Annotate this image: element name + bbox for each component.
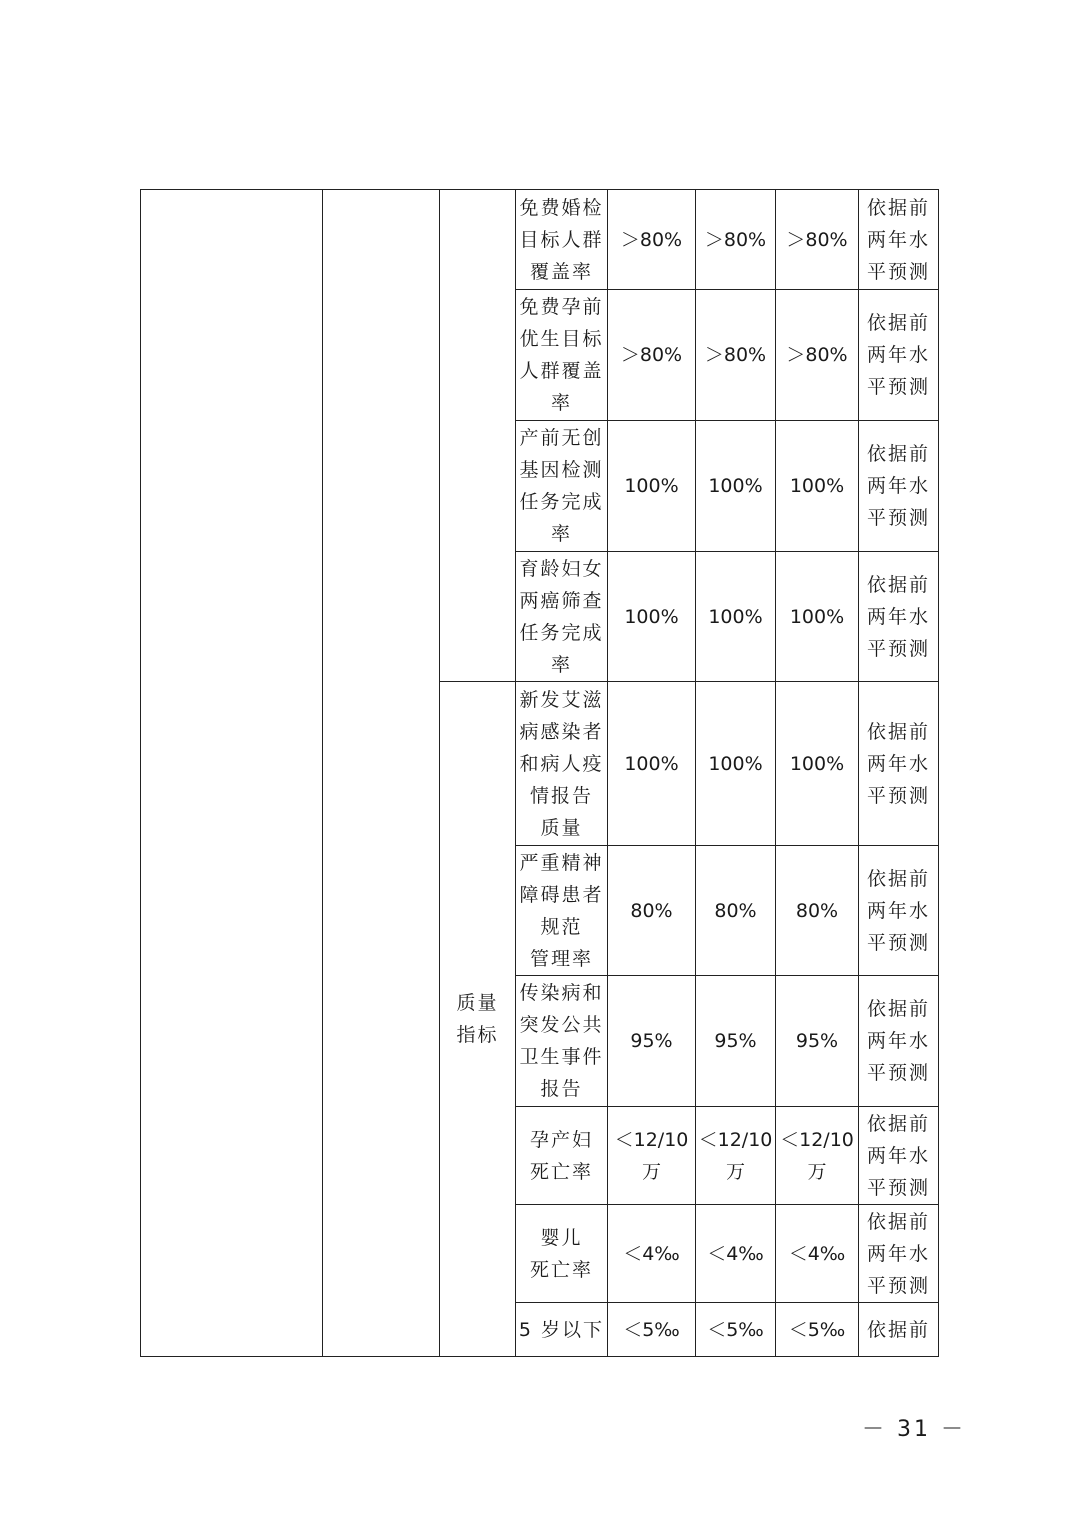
target-value-1: ＜5‰ [608,1303,696,1357]
indicator-name: 孕产妇 死亡率 [516,1107,608,1205]
basis-cell: 依据前 两年水 平预测 [859,1107,939,1205]
target-value-2: ＜5‰ [696,1303,776,1357]
target-value-3: ＞80% [776,290,859,421]
target-value-3: 95% [776,976,859,1107]
target-value-2: ＜12/10 万 [696,1107,776,1205]
target-value-3: ＜4‰ [776,1205,859,1303]
indicator-name: 育龄妇女 两癌筛查 任务完成 率 [516,552,608,682]
basis-cell: 依据前 两年水 平预测 [859,682,939,846]
basis-cell: 依据前 两年水 平预测 [859,290,939,421]
target-value-1: ＜12/10 万 [608,1107,696,1205]
target-value-1: ＜4‰ [608,1205,696,1303]
target-value-3: 100% [776,682,859,846]
target-value-3: 100% [776,552,859,682]
basis-cell: 依据前 两年水 平预测 [859,976,939,1107]
target-value-2: ＞80% [696,290,776,421]
blank-cell-col2 [323,190,440,1357]
basis-cell: 依据前 两年水 平预测 [859,190,939,290]
target-value-3: ＜5‰ [776,1303,859,1357]
target-value-2: 100% [696,552,776,682]
indicator-name: 严重精神 障碍患者 规范 管理率 [516,846,608,976]
indicator-table [140,189,939,1357]
basis-cell: 依据前 两年水 平预测 [859,552,939,682]
target-value-2: 80% [696,846,776,976]
target-value-2: ＞80% [696,190,776,290]
target-value-1: 100% [608,421,696,552]
blank-cell-col1 [141,190,323,1357]
target-value-1: ＞80% [608,290,696,421]
basis-cell: 依据前 两年水 平预测 [859,846,939,976]
target-value-1: ＞80% [608,190,696,290]
basis-cell: 依据前 [859,1303,939,1357]
target-value-2: 100% [696,682,776,846]
table-row [141,190,939,290]
indicator-name: 免费孕前 优生目标 人群覆盖 率 [516,290,608,421]
basis-cell: 依据前 两年水 平预测 [859,421,939,552]
target-value-2: 95% [696,976,776,1107]
category-label: 质量 指标 [440,682,516,1357]
indicator-name: 5 岁以下 [516,1303,608,1357]
basis-cell: 依据前 两年水 平预测 [859,1205,939,1303]
target-value-1: 80% [608,846,696,976]
target-value-3: ＞80% [776,190,859,290]
indicator-name: 产前无创 基因检测 任务完成 率 [516,421,608,552]
page-number: － 31 － [862,1417,966,1442]
indicator-name: 传染病和 突发公共 卫生事件 报告 [516,976,608,1107]
target-value-3: 100% [776,421,859,552]
target-value-3: ＜12/10 万 [776,1107,859,1205]
target-value-2: ＜4‰ [696,1205,776,1303]
indicator-name: 婴儿 死亡率 [516,1205,608,1303]
indicator-name: 新发艾滋 病感染者 和病人疫 情报告 质量 [516,682,608,846]
target-value-2: 100% [696,421,776,552]
indicator-name: 免费婚检 目标人群 覆盖率 [516,190,608,290]
blank-cell-col3 [440,190,516,682]
target-value-3: 80% [776,846,859,976]
target-value-1: 95% [608,976,696,1107]
target-value-1: 100% [608,552,696,682]
target-value-1: 100% [608,682,696,846]
